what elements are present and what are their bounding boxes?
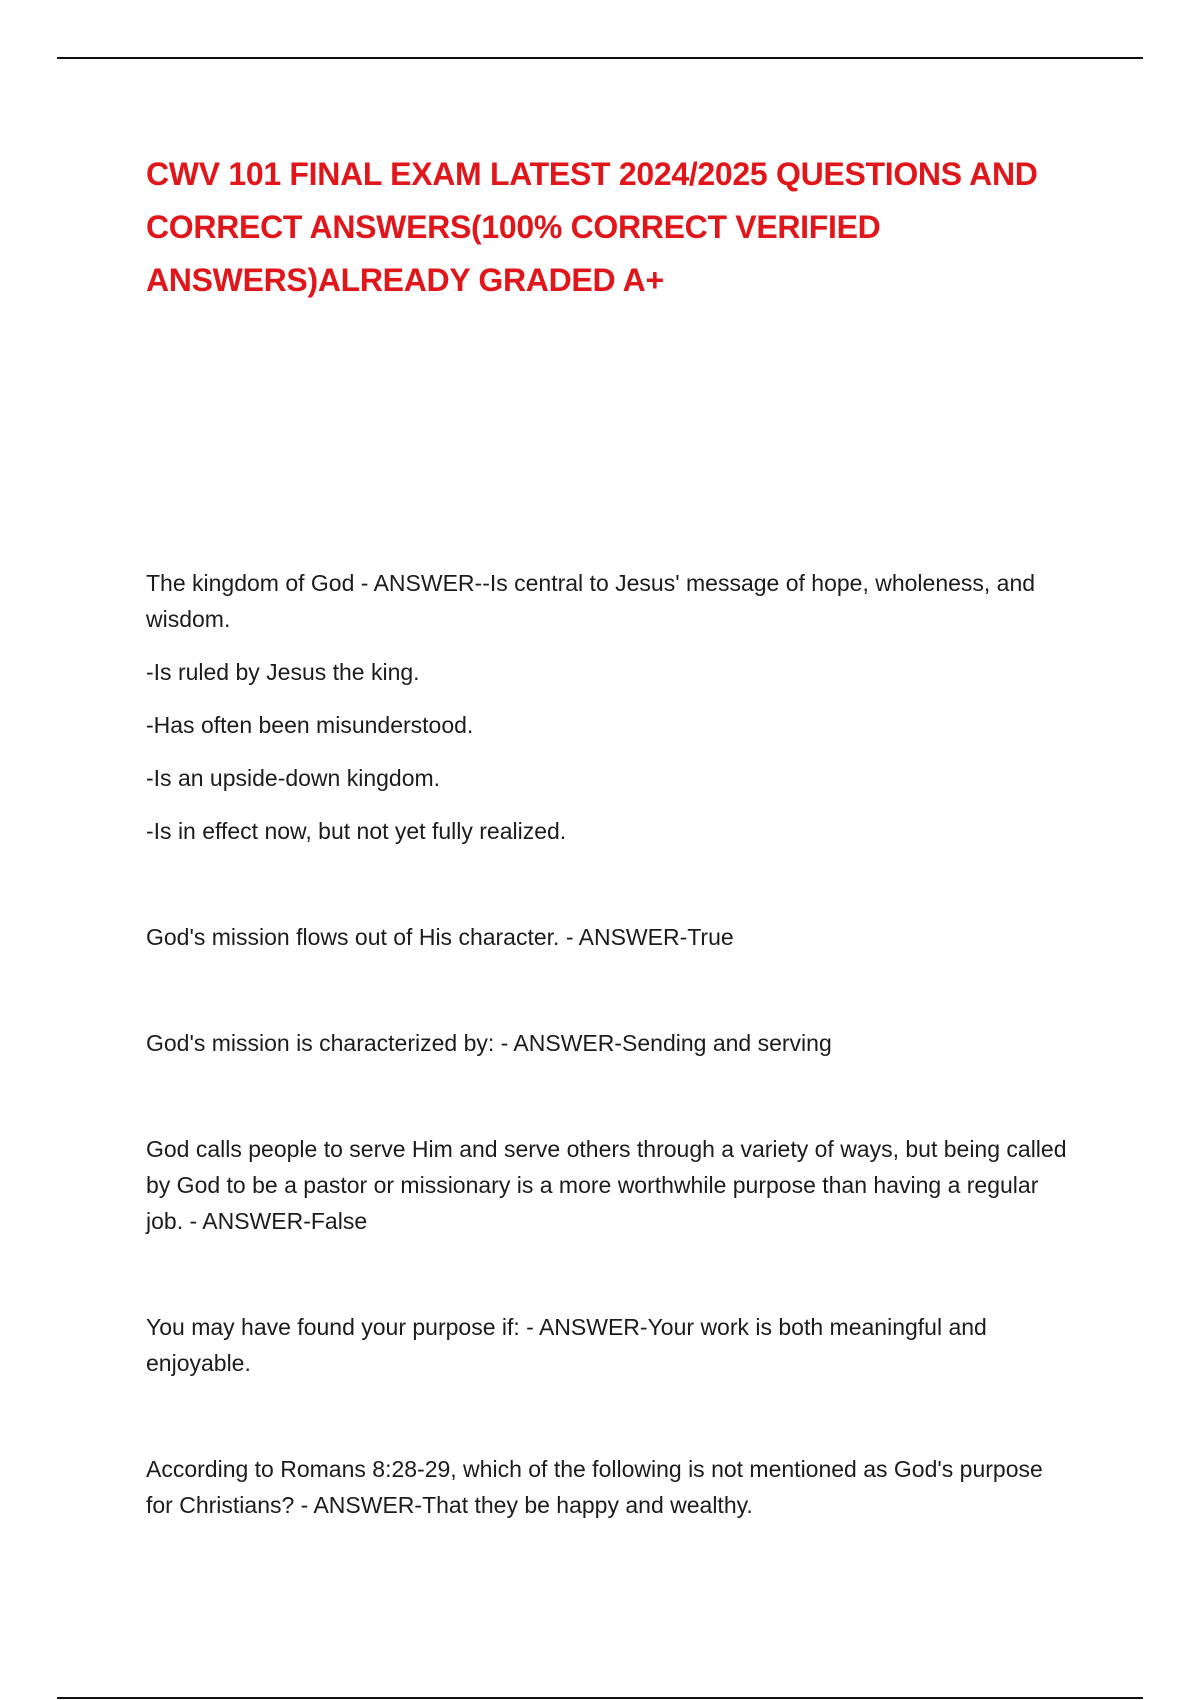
answer-separator: - ANSWER-	[183, 1208, 311, 1234]
answer-separator: - ANSWER-	[294, 1492, 423, 1518]
qa-item	[146, 1309, 1076, 1381]
qa-item	[146, 1451, 1076, 1523]
answer-separator: - ANSWER-	[559, 924, 688, 950]
answer-line: -Is an upside-down kingdom.	[146, 765, 441, 791]
qa-text	[146, 1025, 1076, 1061]
answer-separator: - ANSWER-	[494, 1030, 623, 1056]
question-text: You may have found your purpose if:	[146, 1314, 520, 1340]
answer-line: -Is in effect now, but not yet fully realized.	[146, 818, 567, 844]
answer-text: False	[310, 1208, 368, 1234]
question-text: God's mission is characterized by:	[146, 1030, 495, 1056]
qa-text	[146, 1131, 1076, 1239]
question-text: According to Romans 8:28-29, which of the following is not mentioned as God's purpose for Christians?	[146, 1456, 1043, 1518]
question-text: The kingdom of God	[146, 570, 355, 596]
qa-text	[146, 919, 1076, 955]
qa-item	[146, 1025, 1076, 1061]
answer-text: Sending and serving	[622, 1030, 832, 1056]
bottom-rule	[57, 1697, 1143, 1699]
qa-text	[146, 565, 1076, 637]
answer-line: -Is ruled by Jesus the king.	[146, 659, 420, 685]
qa-text	[146, 1451, 1076, 1523]
answer-text: Your work is both meaningful and enjoyable.	[146, 1314, 987, 1376]
top-rule	[57, 57, 1143, 59]
question-text: God's mission flows out of His character.	[146, 924, 560, 950]
document-title: CWV 101 FINAL EXAM LATEST 2024/2025 QUESTIONS AND CORRECT ANSWERS(100% CORRECT VERIFIED ANSWERS)ALREADY GRADED A+	[146, 156, 1038, 298]
qa-text	[146, 1309, 1076, 1381]
answer-text: -Is central to Jesus' message of hope, wholeness, and wisdom.	[146, 570, 1036, 632]
qa-list	[146, 565, 1076, 1523]
answer-separator: - ANSWER-	[354, 570, 483, 596]
answer-separator: - ANSWER-	[519, 1314, 648, 1340]
question-text: God calls people to serve Him and serve others through a variety of ways, but being called by God to be a pastor or missionary is a more worthwhile purpose than having a regular job.	[146, 1136, 1067, 1234]
answer-text: That they be happy and wealthy.	[422, 1492, 753, 1518]
answer-line: -Has often been misunderstood.	[146, 712, 474, 738]
qa-item	[146, 1131, 1076, 1239]
answer-text: True	[687, 924, 734, 950]
qa-item	[146, 919, 1076, 955]
qa-item	[146, 565, 1076, 849]
